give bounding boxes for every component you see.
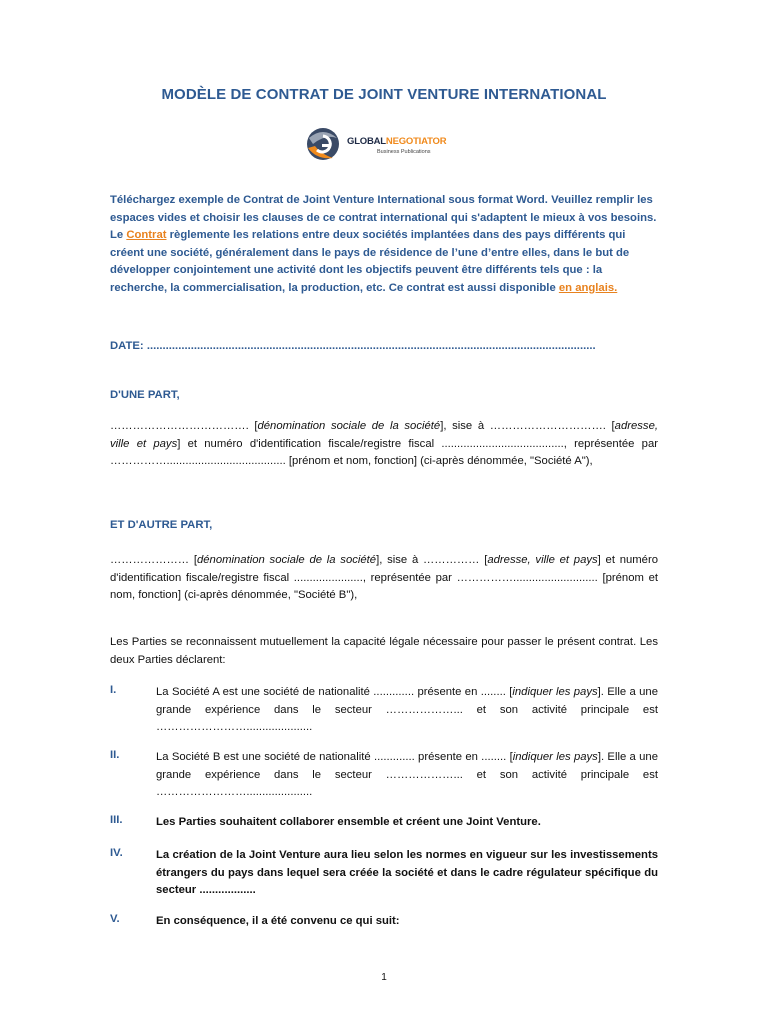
english-version-link[interactable]: en anglais. xyxy=(558,281,618,294)
document-title: MODÈLE DE CONTRAT DE JOINT VENTURE INTERNATIONAL xyxy=(161,86,607,103)
clause-1-number: I. xyxy=(110,684,117,696)
page-number: 1 xyxy=(381,972,387,983)
party-b-paragraph: ………………… [dénomination sociale de la société], sise à …………… [adresse, ville et pays] et numéro d'identification fiscale/registre fiscal ......................, représentée par ……………........................... [prénom et nom, fonction] (ci-après dénommée, "Société B"), xyxy=(110,554,659,601)
date-line: DATE: ............................................................................................................................................... xyxy=(110,340,596,352)
party-a-paragraph: ………………………………. [dénomination sociale de la société], sise à …………………………. [adresse, ville et pays] et numéro d'identification fiscale/registre fiscal ......................................., représentée par ……………...................................... [prénom et nom, fonction] (ci-après dénommée, "Société A"), xyxy=(110,420,659,467)
global-negotiator-logo xyxy=(303,124,473,168)
clause-4-text: La création de la Joint Venture aura lieu selon les normes en vigueur sur les investissements étrangers du pays dans lequel sera créée la société et dans le cadre régulateur spécifique du secteur .................. xyxy=(156,849,658,896)
clause-4-number: IV. xyxy=(110,847,123,859)
clause-3-number: III. xyxy=(110,814,123,826)
clause-3-text: Les Parties souhaitent collaborer ensemble et créent une Joint Venture. xyxy=(156,816,541,828)
clause-2-number: II. xyxy=(110,749,120,761)
clause-2-text: La Société B est une société de nationalité ............. présente en ........ [indiquer les pays]. Elle a une grande expérience dans le secteur ………………... et son activité principale est ……………………..................... xyxy=(156,751,658,798)
party-a-heading: D'UNE PART, xyxy=(110,389,180,401)
logo-tagline: Business Publications xyxy=(377,149,431,155)
clause-5-number: V. xyxy=(110,913,120,925)
party-b-heading: ET D'AUTRE PART, xyxy=(110,519,213,531)
clause-1-text: La Société A est une société de nationalité ............. présente en ........ [indiquer les pays]. Elle a une grande expérience dans le secteur ………………... et son activité principale est ……………………..................... xyxy=(156,686,658,733)
contrat-link[interactable]: Contrat xyxy=(126,229,167,241)
clause-5-text: En conséquence, il a été convenu ce qui suit: xyxy=(156,915,400,927)
preamble-paragraph: Les Parties se reconnaissent mutuellement la capacité légale nécessaire pour passer le présent contrat. Les deux Parties déclarent: xyxy=(110,636,658,666)
logo-brand-text: GLOBALNEGOTIATOR xyxy=(347,136,447,147)
globe-logo-icon xyxy=(303,124,343,164)
intro-paragraph: Téléchargez exemple de Contrat de Joint Venture International sous format Word. Veuillez remplir les espaces vides et choisir les clauses de ce contrat international qui s'adaptent le mieux à vos besoins. Le Contrat règlemente les relations entre deux sociétés implantées dans des pays différents qui créent une société, généralement dans le pays de résidence de l’une d’entre elles, dans le but de développer conjointement une activité dont les objectifs peuvent être différents tels que : la recherche, la commercialisation, la production, etc. Ce contrat est aussi disponible en anglais. xyxy=(110,194,657,294)
